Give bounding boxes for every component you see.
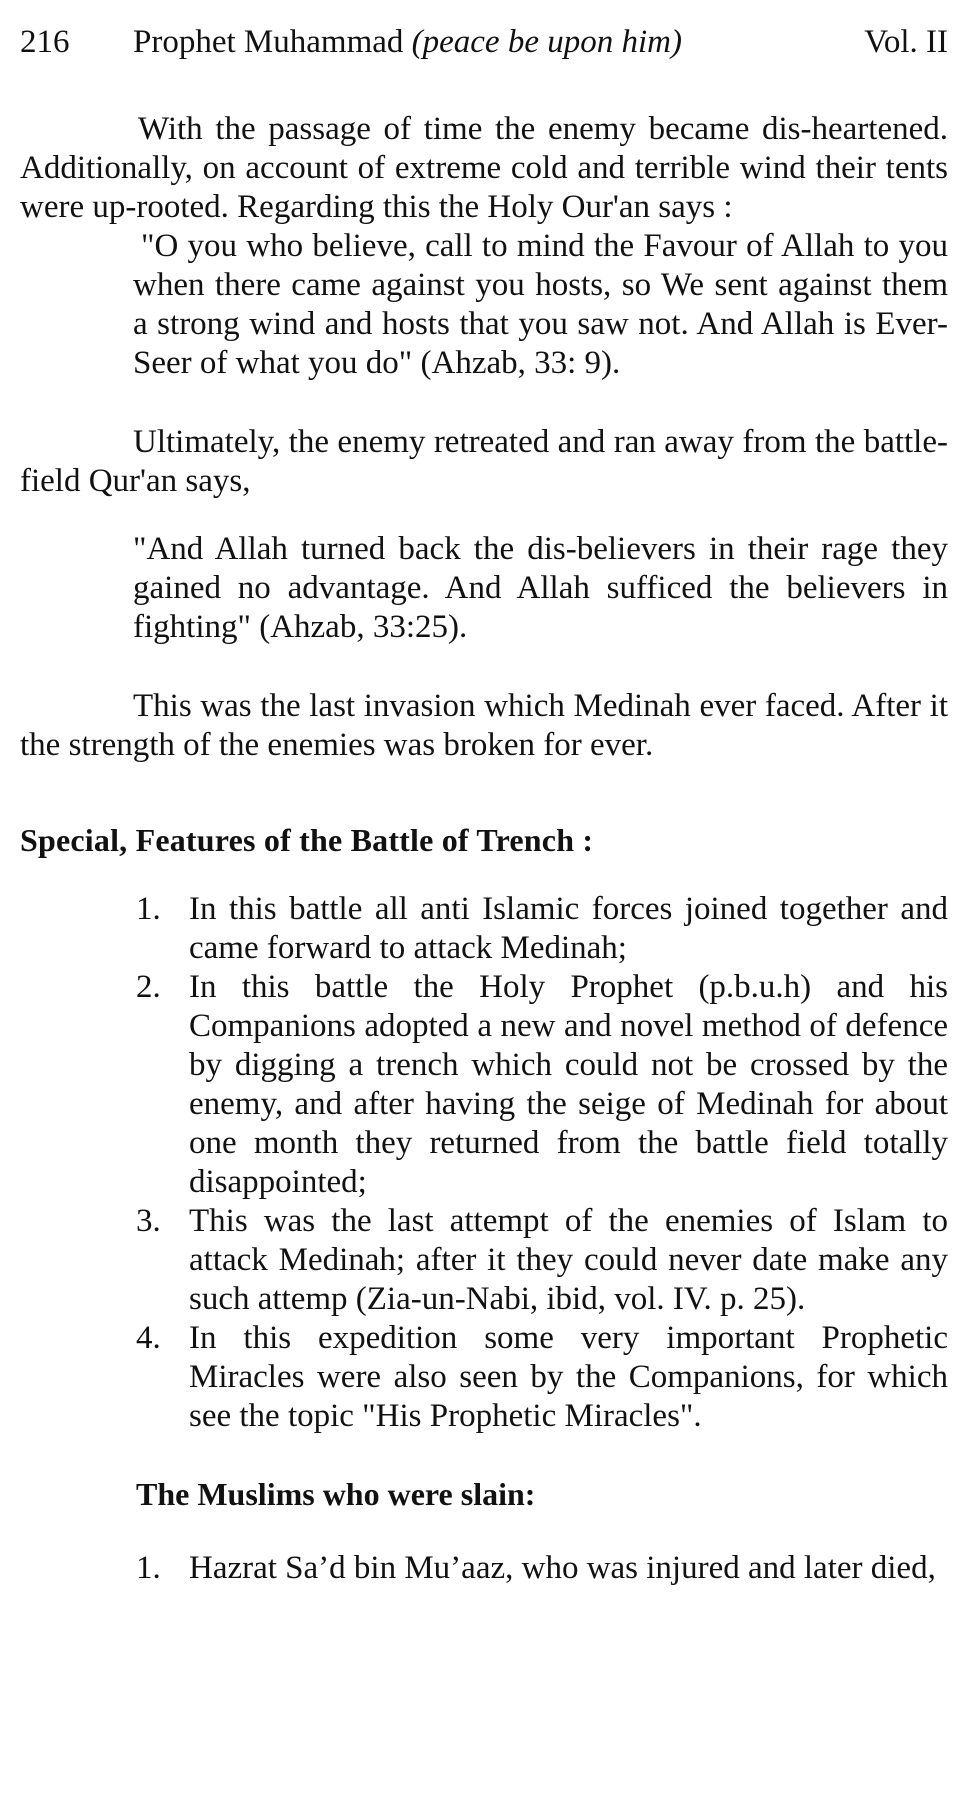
page-number: 216: [20, 24, 70, 60]
features-heading: Special, Features of the Battle of Trench :: [20, 822, 594, 858]
list-item-text: In this expedition some very important Prophetic Miracles were also seen by the Companions, for which see the topic "His Prophetic Miracles".: [189, 1320, 948, 1434]
list-item: [136, 1202, 948, 1319]
list-item: [136, 968, 948, 1202]
book-title-italic: (peace be upon him): [411, 24, 682, 60]
book-title-main: Prophet Muhammad: [133, 24, 412, 60]
list-item-number: 3.: [136, 1203, 161, 1239]
list-item-number: 1.: [136, 891, 161, 927]
list-item: [136, 1549, 948, 1588]
list-item-text: Hazrat Sa’d bin Mu’aaz, who was injured and later died,: [189, 1550, 936, 1586]
list-item-text: In this battle the Holy Prophet (p.b.u.h) and his Companions adopted a new and novel method of defence by digging a trench which could not be crossed by the enemy, and after having the seige of Medinah for about one month they returned from the battle field totally disappointed;: [189, 969, 948, 1200]
list-item: [136, 1319, 948, 1436]
book-page: [20, 16, 948, 1588]
list-item-number: 1.: [136, 1550, 161, 1586]
slain-heading: The Muslims who were slain:: [136, 1476, 536, 1512]
volume-label: Vol. II: [864, 24, 948, 60]
list-item-number: 4.: [136, 1320, 161, 1356]
paragraph-2: Ultimately, the enemy retreated and ran away from the battle-field Qur'an says,: [20, 424, 948, 499]
list-item-text: This was the last attempt of the enemies of Islam to attack Medinah; after it they could never date make any such attemp (Zia-un-Nabi, ibid, vol. IV. p. 25).: [189, 1203, 948, 1317]
book-title: [133, 16, 682, 68]
list-item: [136, 890, 948, 968]
list-item-number: 2.: [136, 969, 161, 1005]
running-header: [20, 16, 948, 68]
paragraph-3: This was the last invasion which Medinah ever faced. After it the strength of the enemies was broken for ever.: [20, 688, 948, 763]
paragraph-1: With the passage of time the enemy became dis-heartened. Additionally, on account of extreme cold and terrible wind their tents were up-rooted. Regarding this the Holy Our'an says :: [20, 111, 948, 225]
features-list: [20, 890, 948, 1436]
slain-list: [20, 1549, 948, 1588]
quote-2: "And Allah turned back the dis-believers in their rage they gained no advantage. And Allah sufficed the believers in fighting" (Ahzab, 33:25).: [133, 531, 948, 645]
list-item-text: In this battle all anti Islamic forces joined together and came forward to attack Medinah;: [189, 891, 948, 966]
quote-1: "O you who believe, call to mind the Favour of Allah to you when there came against you hosts, so We sent against them a strong wind and hosts that you saw not. And Allah is Ever-Seer of what you do" (Ahzab, 33: 9).: [133, 228, 948, 381]
